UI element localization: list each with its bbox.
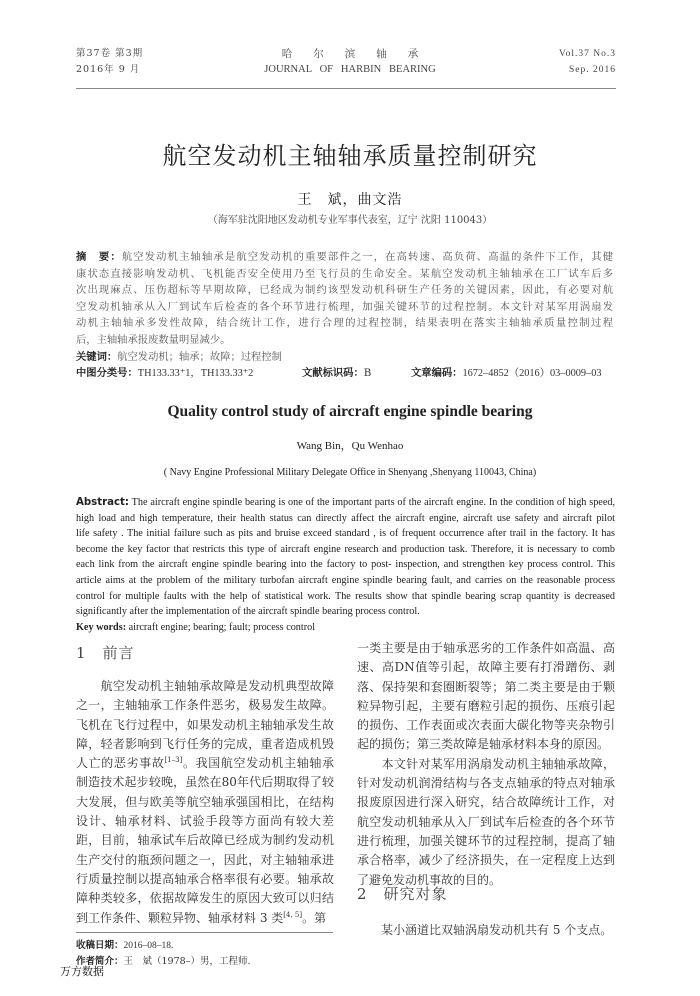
line-text: 速、高DN值等引起，故障主要有打滑蹭伤、剥: [357, 660, 615, 675]
line-text: 针对发动机润滑结构与各支点轴承的特点对轴承: [357, 776, 615, 791]
text-line: [76, 282, 613, 299]
line-text: 行质量控制以提高轴承合格率很有必要。轴承故: [76, 871, 334, 886]
volume-info-en: [559, 46, 616, 78]
journal-name-en: JOURNAL OF HARBIN BEARING: [264, 64, 436, 75]
keywords-value: 航空发动机；轴承；故障；过程控制: [117, 350, 282, 363]
text-line: [76, 773, 334, 792]
text-line: [76, 870, 334, 889]
article-no-value: 1672–4852（2016）03–0009–03: [462, 368, 602, 380]
line-text: 飞机在飞行过程中，如果发动机主轴轴承发生故: [76, 717, 334, 732]
line-text: 空发动机轴承从入厂到试车后检查的各个环节进行梳理，加强关键环节的过程控制。本文针对某军用涡扇发: [76, 300, 613, 313]
section-1-heading: 1 前言: [76, 644, 135, 662]
abstract-label: Abstract:: [76, 497, 129, 508]
line-text: 人亡的恶劣事故[1–3]。我国航空发动机主轴轴承: [76, 756, 334, 771]
header-rule: [76, 88, 616, 89]
footnote-rule: [76, 932, 333, 933]
line-text: 后，主轴轴承报废数量明显减少。: [76, 333, 231, 346]
line-text: 进行梳理，加强关键环节的过程控制，提高了轴: [357, 833, 615, 848]
text-line: [76, 812, 334, 831]
line-text: 报废原因进行深入研究，结合故障统计工作，对: [357, 795, 615, 810]
journal-name-cn: 哈 尔 滨 轴 承: [281, 48, 419, 60]
text-line: [76, 315, 613, 332]
text-line: [357, 832, 615, 851]
line-text: 的损伤、工作表面或次表面大碳化物等夹杂物引: [357, 718, 615, 733]
text-line: [76, 716, 334, 735]
text-line: [76, 677, 334, 696]
text-line: [76, 299, 613, 316]
line-text: 了避免发动机事故的目的。: [357, 872, 502, 887]
wanfang-watermark: 万方数据: [60, 965, 104, 978]
line-text: 距，目前，轴承试车后故障已经成为制约发动机: [76, 833, 334, 848]
abstract-en: [76, 495, 615, 635]
text-line: [357, 851, 615, 870]
right-column-text: [357, 639, 615, 890]
article-no-label: 文章编码：: [411, 367, 463, 380]
section-2-heading: 2 研究对象: [357, 885, 448, 903]
left-column-text: [76, 677, 334, 928]
line-text: 粒异物引起，主要有磨粒引起的损伤、压痕引起: [357, 698, 615, 713]
abstract-cn: [76, 249, 613, 383]
line-text: 航空发动机主轴轴承是航空发动机的重要部件之一，在高转速、高负荷、高温的条件下工作，其健: [121, 251, 614, 263]
text-line: [76, 696, 334, 715]
paper-title-en: Quality control study of aircraft engine spindle bearing: [167, 403, 533, 420]
line-text: 承合格率，减少了经济损失，在一定程度上达到: [357, 853, 615, 868]
line-text: The aircraft engine spindle bearing is one of the important parts of the aircraft engine. In the condition of high speed,: [129, 497, 615, 508]
keywords-cn: [76, 349, 613, 366]
line-text: 设计、轴承材料、试验手段等方面尚有较大差: [76, 814, 334, 829]
authors-cn: 王 斌，曲文浩: [297, 192, 403, 208]
text-line: [76, 249, 613, 266]
keywords-en-value: aircraft engine; bearing; fault; process control: [126, 621, 316, 633]
line-text: 之一，主轴轴承工作条件恶劣，极易发生故障。: [76, 698, 334, 713]
text-line: [76, 889, 334, 908]
text-line: [76, 557, 615, 573]
line-text: 制造技术起步较晚，虽然在80年代后期取得了较: [76, 775, 334, 790]
text-line: [76, 495, 615, 511]
text-line: [76, 511, 615, 527]
keywords-label: 关键词：: [76, 350, 118, 363]
text-line: [76, 266, 613, 283]
line-text: each link from the aircraft engine spindle bearing into the factory to post- inspection, and strengthen key process control. This: [76, 559, 615, 571]
affiliation-cn: （海军驻沈阳地区发动机专业军事代表室，辽宁 沈阳 110043）: [207, 215, 493, 226]
line-text: 动机主轴轴承多发性故障，结合统计工作，进行合理的过程控制，结果表明在落实主轴轴承质量控制过程: [76, 317, 613, 330]
received-value: 2016–08–18.: [123, 941, 174, 951]
text-line: [357, 755, 615, 774]
text-line: [357, 716, 615, 735]
text-line: [76, 831, 334, 850]
text-line: [357, 639, 615, 658]
authors-en: Wang Bin，Qu Wenhao: [296, 440, 404, 452]
text-line: [76, 793, 334, 812]
clc-value: TH133.33⁺1，TH133.33⁺2: [137, 368, 254, 380]
text-line: [76, 573, 615, 589]
line-text: 康状态直接影响发动机、飞机能否安全使用乃至飞行员的生命安全。某航空发动机主轴轴承在工厂试车后多: [76, 267, 613, 280]
text-line: [76, 909, 334, 928]
volume-issue-en: Vol.37 No.3: [558, 49, 616, 59]
text-line: [76, 735, 334, 754]
issue-date-en: Sep. 2016: [569, 65, 616, 75]
line-text: 本文针对某军用涡扇发动机主轴轴承故障，: [357, 756, 615, 771]
line-text: article aims at the problem of the military turbofan aircraft engine spindle bearing fault, and carries on the reasonable process: [76, 574, 615, 586]
line-text: significantly after the implementation of the aircraft spindle bearing process control.: [76, 606, 420, 618]
author-bio-label: 作者简介：: [76, 956, 124, 967]
text-line: [76, 526, 615, 542]
text-line: [357, 678, 615, 697]
text-line: [76, 754, 334, 773]
line-text: 障种类较多，依据故障发生的原因大致可以归结: [76, 891, 334, 906]
clc-label: 中图分类号：: [76, 367, 138, 380]
line-text: become the key factor that restricts this type of aircraft engine research and production task. Therefore, it is necessary to comb: [76, 543, 615, 555]
received-label: 收稿日期：: [76, 940, 124, 951]
line-text: 障，轻者影响到飞行任务的完成，重者造成机毁: [76, 736, 334, 751]
abstract-label: 摘 要：: [76, 251, 122, 263]
keywords-en: [76, 620, 615, 636]
affiliation-en: ( Navy Engine Professional Military Delegate Office in Shenyang ,Shenyang 110043, China): [163, 467, 537, 478]
line-text: 航空发动机主轴轴承故障是发动机典型故障: [76, 679, 334, 693]
text-line: [76, 332, 613, 349]
line-text: 次出现麻点、压伤超标等早期故障，已经成为制约该型发动机科研生产任务的关键因素，因此，有必要对航: [76, 284, 613, 297]
text-line: [76, 851, 334, 870]
text-line: [357, 658, 615, 677]
received-date: [76, 938, 250, 954]
line-text: life safety . The initial failure such as pits and bruise exceed standard , is of frequent occurrence after trail in the factory. It has: [76, 528, 615, 540]
paper-title-cn: 航空发动机主轴轴承质量控制研究: [162, 142, 538, 170]
line-text: 起的损伤；第三类故障是轴承材料本身的原因。: [357, 737, 610, 752]
issue-date: 2016年 9 月: [76, 64, 141, 75]
text-line: [76, 589, 615, 605]
text-line: [357, 793, 615, 812]
text-line: [76, 542, 615, 558]
line-text: 落、保持架和套圈断裂等；第二类主要是由于颗: [357, 679, 615, 694]
text-line: [357, 735, 615, 754]
line-text: control for multiple faults with the help of statistical work. The results show that spindle bearing scrap quantity is decreased: [76, 590, 615, 602]
line-text: 生产交付的瓶颈问题之一，因此，对主轴轴承进: [76, 852, 334, 867]
line-text: 大发展，但与欧美等航空轴承强国相比，在结构: [76, 794, 334, 809]
section-2-text: 某小涵道比双轴涡扇发动机共有 5 个支点。: [357, 923, 613, 937]
text-line: [357, 813, 615, 832]
text-line: [76, 604, 615, 620]
text-line: [357, 697, 615, 716]
volume-issue: 第37卷 第3期: [76, 48, 144, 59]
line-text: high load and high temperature, their health status can directly affect the aircraft engine, aircraft use safety and aircraft pilot: [76, 512, 615, 524]
keywords-en-label: Key words:: [76, 621, 127, 633]
doc-code-label: 文献标识码：: [302, 367, 364, 380]
doc-code-value: B: [363, 367, 372, 380]
line-text: 到工作条件、颗粒异物、轴承材料 3 类[4, 5]。第: [76, 910, 327, 925]
line-text: 航空发动机轴承从入厂到试车后检查的各个环节: [357, 814, 615, 829]
classification-row: [76, 365, 613, 383]
line-text: 一类主要是由于轴承恶劣的工作条件如高温、高: [357, 641, 615, 655]
text-line: [357, 774, 615, 793]
author-bio-value: 王 斌（1978–）男，工程师.: [123, 956, 251, 967]
